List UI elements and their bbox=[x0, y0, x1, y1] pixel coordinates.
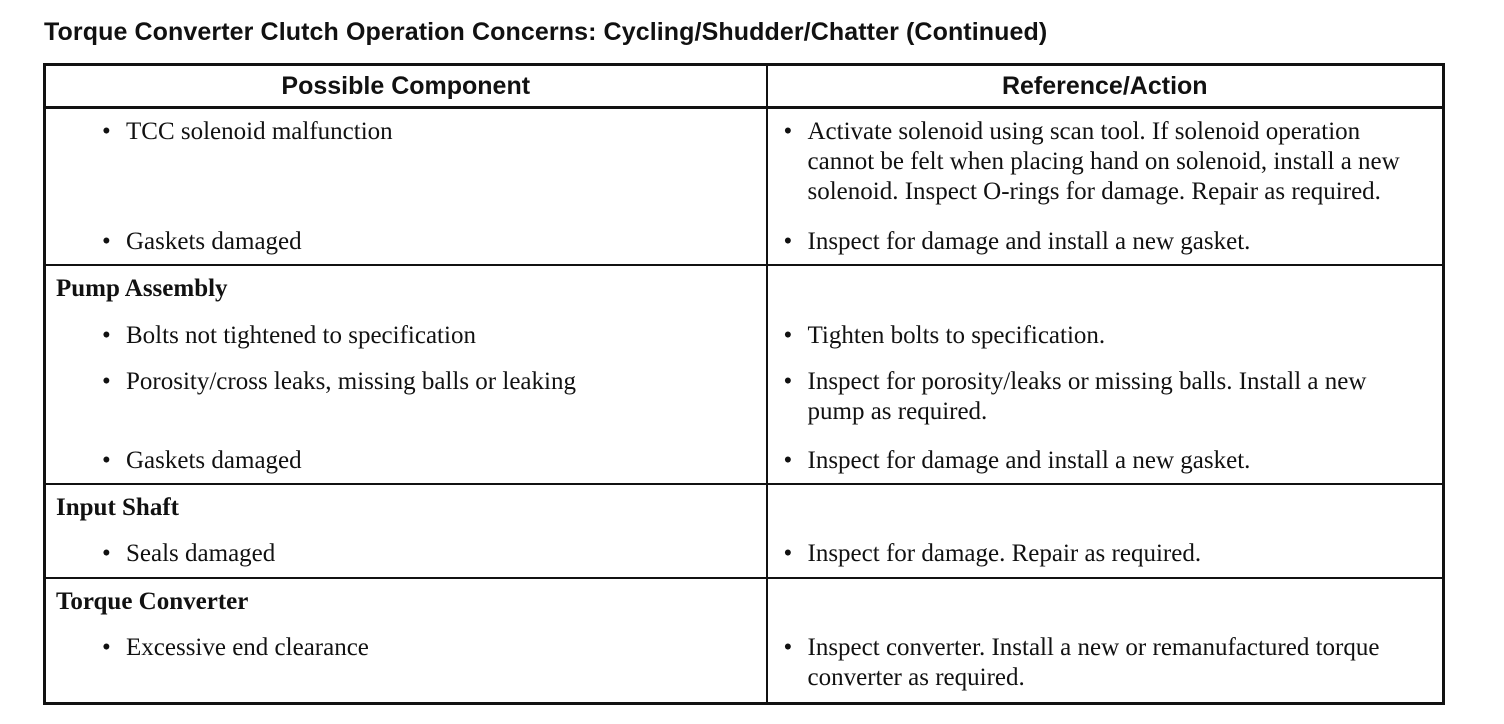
component-item: • Gaskets damaged bbox=[102, 447, 302, 475]
component-item: • Excessive end clearance bbox=[102, 633, 369, 661]
table-row bbox=[45, 432, 1444, 484]
bullet-icon: • bbox=[783, 368, 793, 396]
bullet-icon: • bbox=[102, 368, 111, 396]
bullet-icon: • bbox=[783, 228, 793, 256]
component-item: • Bolts not tightened to specification bbox=[102, 321, 476, 349]
section-heading-row bbox=[45, 265, 1444, 306]
table-row bbox=[45, 307, 1444, 354]
table-row bbox=[45, 525, 1444, 577]
component-item: • Gaskets damaged bbox=[102, 228, 302, 256]
action-item: • Tighten bolts to specification. bbox=[783, 321, 1106, 349]
action-item: • Inspect for porosity/leaks or missing balls. Install a new pump as required. bbox=[783, 368, 1367, 426]
bullet-icon: • bbox=[783, 118, 793, 145]
section-heading: Input Shaft bbox=[56, 494, 179, 522]
action-item: • Inspect for damage and install a new gasket. bbox=[783, 228, 1251, 256]
action-item: • Activate solenoid using scan tool. If solenoid operation cannot be felt when placing hand on solenoid, install a new solenoid. Inspect O-rings for damage. Repair as required. bbox=[783, 118, 1400, 205]
section-heading: Torque Converter bbox=[56, 587, 249, 615]
bullet-icon: • bbox=[102, 633, 111, 661]
action-item: • Inspect for damage and install a new gasket. bbox=[783, 447, 1251, 475]
table-header-row bbox=[45, 65, 1444, 108]
bullet-icon: • bbox=[783, 447, 793, 475]
component-item: • Seals damaged bbox=[102, 540, 276, 568]
table-row bbox=[45, 353, 1444, 432]
bullet-icon: • bbox=[102, 447, 111, 475]
section-heading-row bbox=[45, 578, 1444, 619]
page-title: Torque Converter Clutch Operation Concerns: Cycling/Shudder/Chatter (Continued) bbox=[44, 18, 1048, 46]
component-item: • Porosity/cross leaks, missing balls or leaking bbox=[102, 368, 576, 396]
bullet-icon: • bbox=[783, 633, 793, 661]
bullet-icon: • bbox=[102, 118, 111, 145]
column-header-component: Possible Component bbox=[45, 65, 767, 108]
table-row bbox=[45, 619, 1444, 704]
bullet-icon: • bbox=[783, 540, 793, 568]
bullet-icon: • bbox=[102, 228, 111, 256]
bullet-icon: • bbox=[102, 321, 111, 349]
action-item: • Inspect for damage. Repair as required. bbox=[783, 540, 1202, 568]
column-header-action: Reference/Action bbox=[767, 65, 1444, 108]
bullet-icon: • bbox=[102, 540, 111, 568]
bullet-icon: • bbox=[783, 321, 793, 349]
section-heading: Pump Assembly bbox=[56, 275, 228, 303]
concerns-table bbox=[43, 63, 1445, 705]
section-heading-row bbox=[45, 484, 1444, 525]
table-row bbox=[45, 108, 1444, 214]
component-item: • TCC solenoid malfunction bbox=[102, 118, 393, 145]
action-item: • Inspect converter. Install a new or remanufactured torque converter as required. bbox=[783, 633, 1380, 691]
table-row bbox=[45, 213, 1444, 265]
